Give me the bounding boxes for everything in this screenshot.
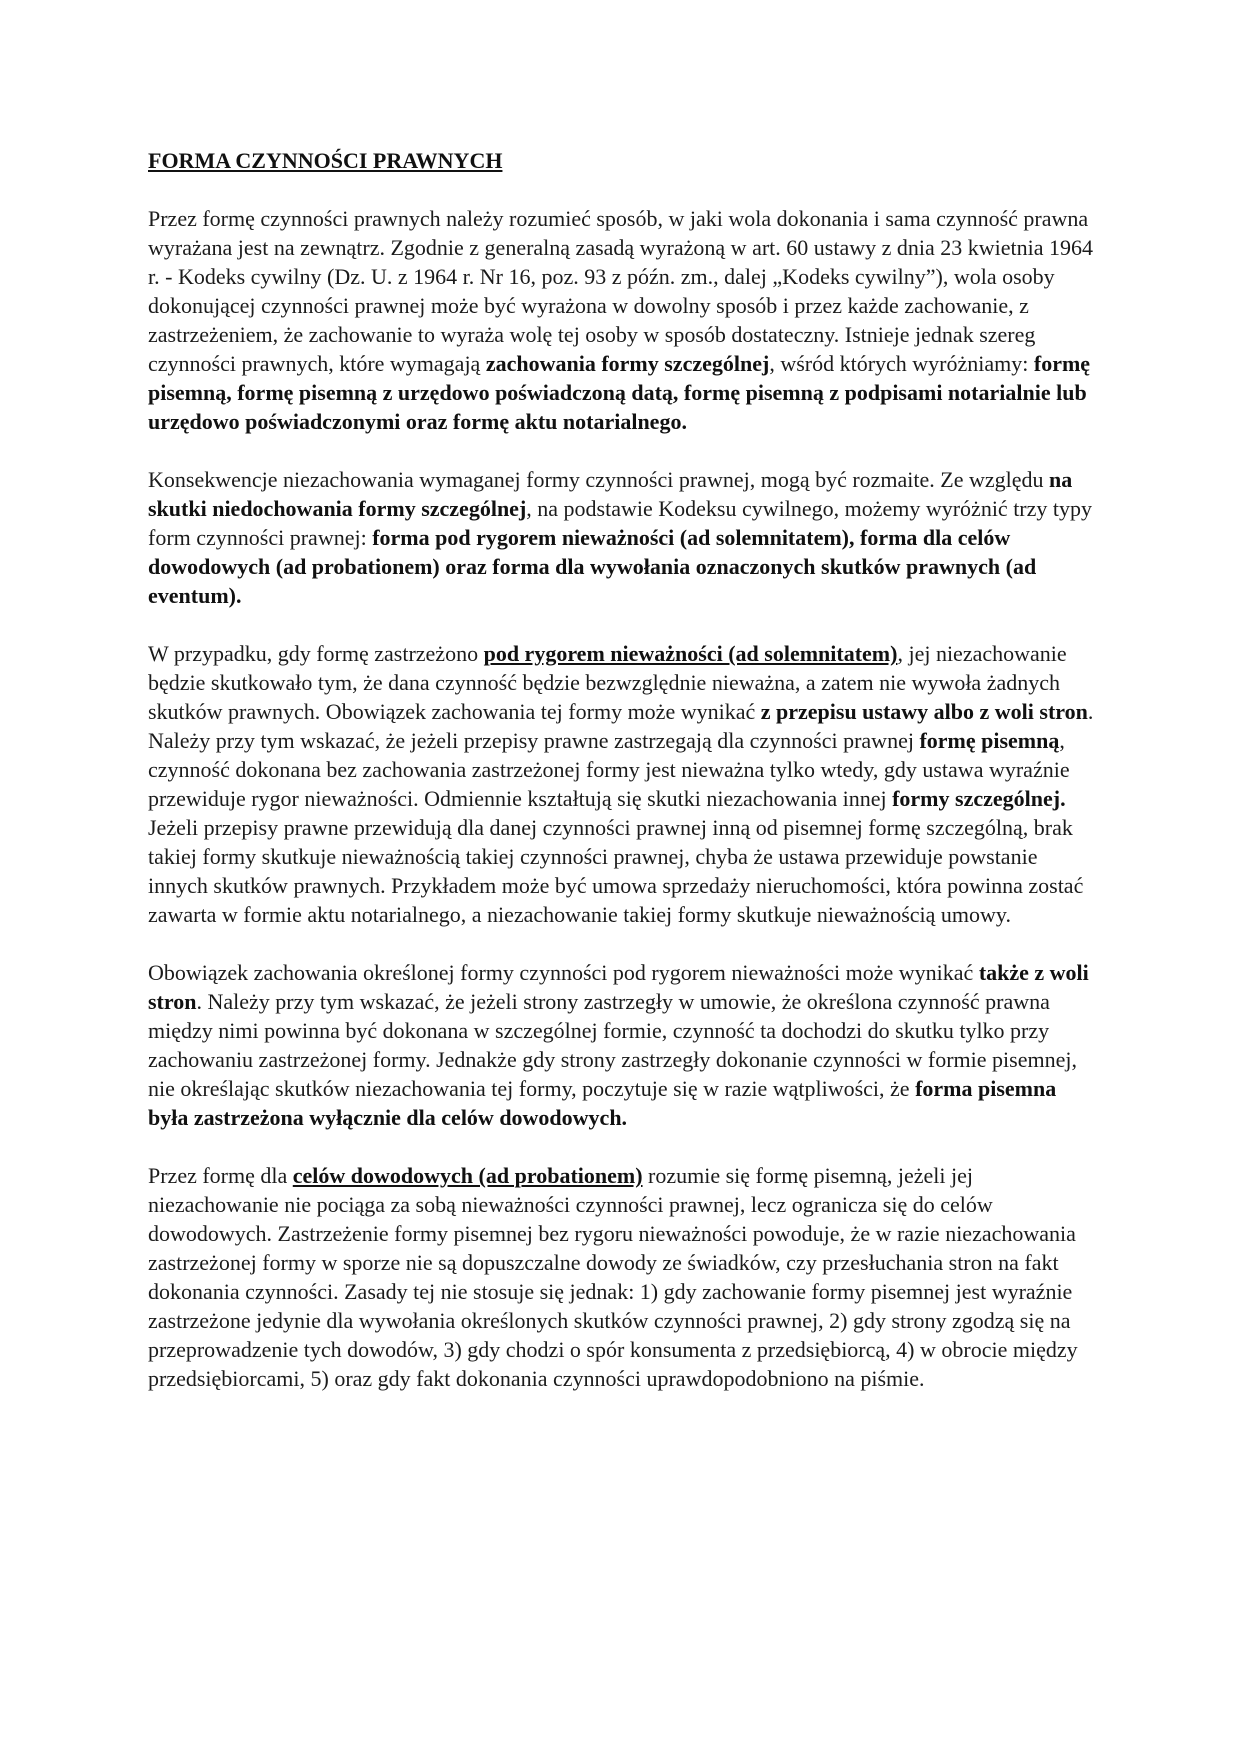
paragraph-segment: , na podstawie Kodeksu cywilnego, możemy wyróżnić trzy typy form czynności prawnej: bbox=[148, 496, 1093, 550]
paragraph-segment: rozumie się formę pisemną, jeżeli jej niezachowanie nie pociąga za sobą nieważności czynności prawnej, lecz ogranicza się do celów dowodowych. Zastrzeżenie formy pisemnej bez rygoru nieważności powoduje, że w razie niezachowania zastrzeżonej formy w sporze nie są dopuszczalne dowody ze świadków, czy przesłuchania stron na fakt dokonania czynności. Zasady tej nie stosuje się jednak: 1) gdy zachowanie formy pisemnej jest wyraźnie zastrzeżone jedynie dla wywołania określonych skutków czynności prawnej, 2) gdy strony zgodzą się na przeprowadzenie tych dowodów, 3) gdy chodzi o spór konsumenta z przedsiębiorcą, 4) w obrocie między przedsiębiorcami, 5) oraz gdy fakt dokonania czynności uprawdopodobniono na piśmie. bbox=[148, 1163, 1078, 1391]
paragraph-segment-bold-underlined bbox=[484, 641, 898, 666]
paragraph-segment: W przypadku, gdy formę zastrzeżono bbox=[148, 641, 484, 666]
paragraph-segment: Przez formę dla bbox=[148, 1163, 293, 1188]
paragraph-segment-underline: pod rygorem nieważności (ad solemnitatem) bbox=[483, 641, 898, 666]
paragraph-segment-bold: na skutki niedochowania formy szczególnej bbox=[148, 467, 1073, 521]
document-body bbox=[148, 146, 1098, 1422]
paragraph-2 bbox=[148, 465, 1098, 610]
paragraph-1 bbox=[148, 204, 1098, 436]
paragraph-segment: . Należy przy tym wskazać, że jeżeli strony zastrzegły w umowie, że określona czynność prawna między nimi powinna być dokonana w szczególnej formie, czynność ta dochodzi do skutku tylko przy zachowaniu zastrzeżonej formy. Jednakże gdy strony zastrzegły dokonanie czynności w formie pisemnej, nie określając skutków niezachowania tej formy, poczytuje się w razie wątpliwości, że bbox=[148, 989, 1077, 1101]
paragraph-segment: , jej niezachowanie będzie skutkowało tym, że dana czynność będzie bezwzględnie nieważna, a zatem nie wywoła żadnych skutków prawnych. Obowiązek zachowania tej formy może wynikać bbox=[148, 641, 1067, 724]
paragraph-segment-bold: także z woli stron bbox=[148, 960, 1089, 1014]
paragraph-segment-bold: forma pod rygorem nieważności (ad solemnitatem), forma dla celów dowodowych (ad probationem) oraz forma dla wywołania oznaczonych skutków prawnych (ad eventum). bbox=[148, 525, 1037, 608]
paragraph-segment-bold-underlined bbox=[293, 1163, 643, 1188]
paragraph-segment-bold: forma pisemna była zastrzeżona wyłącznie dla celów dowodowych. bbox=[148, 1076, 1057, 1130]
paragraph-segment: Konsekwencje niezachowania wymaganej formy czynności prawnej, mogą być rozmaite. Ze względu bbox=[148, 467, 1050, 492]
paragraph-segment: , czynność dokonana bez zachowania zastrzeżonej formy jest nieważna tylko wtedy, gdy ustawa wyraźnie przewiduje rygor nieważności. Odmiennie kształtują się skutki niezachowania innej bbox=[148, 728, 1070, 811]
document-title: FORMA CZYNNOŚCI PRAWNYCH bbox=[148, 148, 503, 173]
paragraph-5 bbox=[148, 1161, 1098, 1393]
paragraph-segment-bold: formę pisemną, formę pisemną z urzędowo poświadczoną datą, formę pisemną z podpisami notarialnie lub urzędowo poświadczonymi oraz formę aktu notarialnego. bbox=[148, 351, 1091, 434]
paragraph-segment: Przez formę czynności prawnych należy rozumieć sposób, w jaki wola dokonania i sama czynność prawna wyrażana jest na zewnątrz. Zgodnie z generalną zasadą wyrażoną w art. 60 ustawy z dnia 23 kwietnia 1964 r. - Kodeks cywilny (Dz. U. z 1964 r. Nr 16, poz. 93 z późn. zm., dalej „Kodeks cywilny”), wola osoby dokonującej czynności prawnej może być wyrażona w dowolny sposób i przez każde zachowanie, z zastrzeżeniem, że zachowanie to wyraża wolę tej osoby w sposób dostateczny. Istnieje jednak szereg czynności prawnych, które wymagają bbox=[148, 206, 1093, 376]
paragraph-3 bbox=[148, 639, 1098, 929]
paragraph-4 bbox=[148, 958, 1098, 1132]
paragraph-segment-bold: z przepisu ustawy albo z woli stron bbox=[760, 699, 1088, 724]
paragraph-segment: , wśród których wyróżniamy: bbox=[769, 351, 1034, 376]
paragraph-segment: Obowiązek zachowania określonej formy czynności pod rygorem nieważności może wynikać bbox=[148, 960, 979, 985]
paragraph-segment-bold: formy szczególnej. bbox=[892, 786, 1066, 811]
paragraph-segment-bold: zachowania formy szczególnej bbox=[485, 351, 770, 376]
paragraph-segment: . Należy przy tym wskazać, że jeżeli przepisy prawne zastrzegają dla czynności prawnej bbox=[148, 699, 1094, 753]
paragraph-segment: Jeżeli przepisy prawne przewidują dla danej czynności prawnej inną od pisemnej formę szczególną, brak takiej formy skutkuje nieważnością takiej czynności prawnej, chyba że ustawa przewiduje powstanie innych skutków prawnych. Przykładem może być umowa sprzedaży nieruchomości, która powinna zostać zawarta w formie aktu notarialnego, a niezachowanie takiej formy skutkuje nieważnością umowy. bbox=[148, 815, 1084, 927]
paragraph-segment-underline: celów dowodowych (ad probationem) bbox=[292, 1163, 643, 1188]
paragraph-segment-bold: formę pisemną bbox=[919, 728, 1060, 753]
